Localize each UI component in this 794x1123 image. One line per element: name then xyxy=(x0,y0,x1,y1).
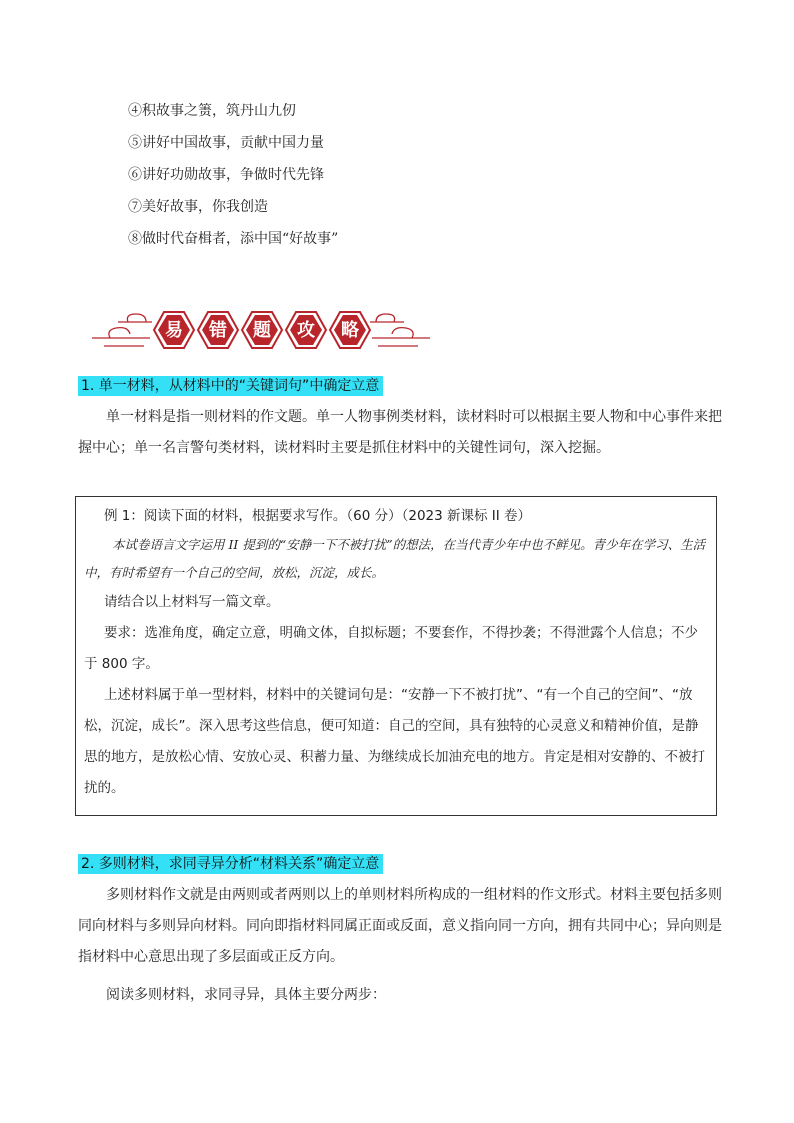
list-item: ④积故事之箦，筑丹山九仞 xyxy=(128,103,296,119)
list-item: ⑤讲好中国故事，贡献中国力量 xyxy=(128,135,324,151)
example-instruction: 请结合以上材料写一篇文章。 xyxy=(104,594,280,610)
numbered-list xyxy=(128,100,338,260)
banner-char: 错 xyxy=(209,320,227,341)
section-2-paragraph-steps: 阅读多则材料，求同寻异，具体主要分两步： xyxy=(106,987,386,1003)
banner-char: 略 xyxy=(341,320,359,341)
section-1-title: 1. 单一材料，从材料中的“关键词句”中确定立意 xyxy=(78,376,383,396)
banner-char: 题 xyxy=(253,320,271,341)
example-analysis: 上述材料属于单一型材料，材料中的关键词句是：“安静一下不被打扰”、“有一个自己的空间”、“放松，沉淀，成长”。深入思考这些信息，便可知道：自己的空间，具有独特的心灵意义和精神价值，是静思的地方，是放松心情、安放心灵、积蓄力量、为继续成长加油充电的地方。肯定是相对安静的、不被打扰的。 xyxy=(84,687,705,796)
list-item: ⑥讲好功勋故事，争做时代先锋 xyxy=(128,167,324,183)
section-1-paragraph: 单一材料是指一则材料的作文题。单一人物事例类材料，读材料时可以根据主要人物和中心事件来把握中心；单一名言警句类材料，读材料时主要是抓住材料中的关键性词句，深入挖掘。 xyxy=(78,409,722,456)
banner-char: 攻 xyxy=(297,320,315,341)
banner-char: 易 xyxy=(165,320,183,341)
section-2-paragraph: 多则材料作文就是由两则或者两则以上的单则材料所构成的一组材料的作文形式。材料主要包括多则同向材料与多则异向材料。同向即指材料同属正面或反面，意义指向同一方向，拥有共同中心；异向则是指材料中心意思出现了多层面或正反方向。 xyxy=(78,887,722,965)
list-item: ⑦美好故事，你我创造 xyxy=(128,199,268,215)
example-box xyxy=(75,496,717,816)
list-item: ⑧做时代奋楫者，添中国“好故事” xyxy=(128,231,339,247)
example-requirements: 要求：选准角度，确定立意，明确文体，自拟标题；不要套作，不得抄袭；不得泄露个人信息；不少于 800 字。 xyxy=(84,625,698,672)
section-banner xyxy=(88,300,434,360)
example-heading: 例 1：阅读下面的材料，根据要求写作。（60 分）（2023 新课标 II 卷） xyxy=(104,508,532,524)
section-2-title: 2. 多则材料，求同寻异分析“材料关系”确定立意 xyxy=(78,854,383,874)
example-quote: 本试卷语言文字运用 II 提到的“安静一下不被打扰”的想法，在当代青少年中也不鲜见。青少年在学习、生活中，有时希望有一个自己的空间，放松，沉淀，成长。 xyxy=(84,537,706,580)
